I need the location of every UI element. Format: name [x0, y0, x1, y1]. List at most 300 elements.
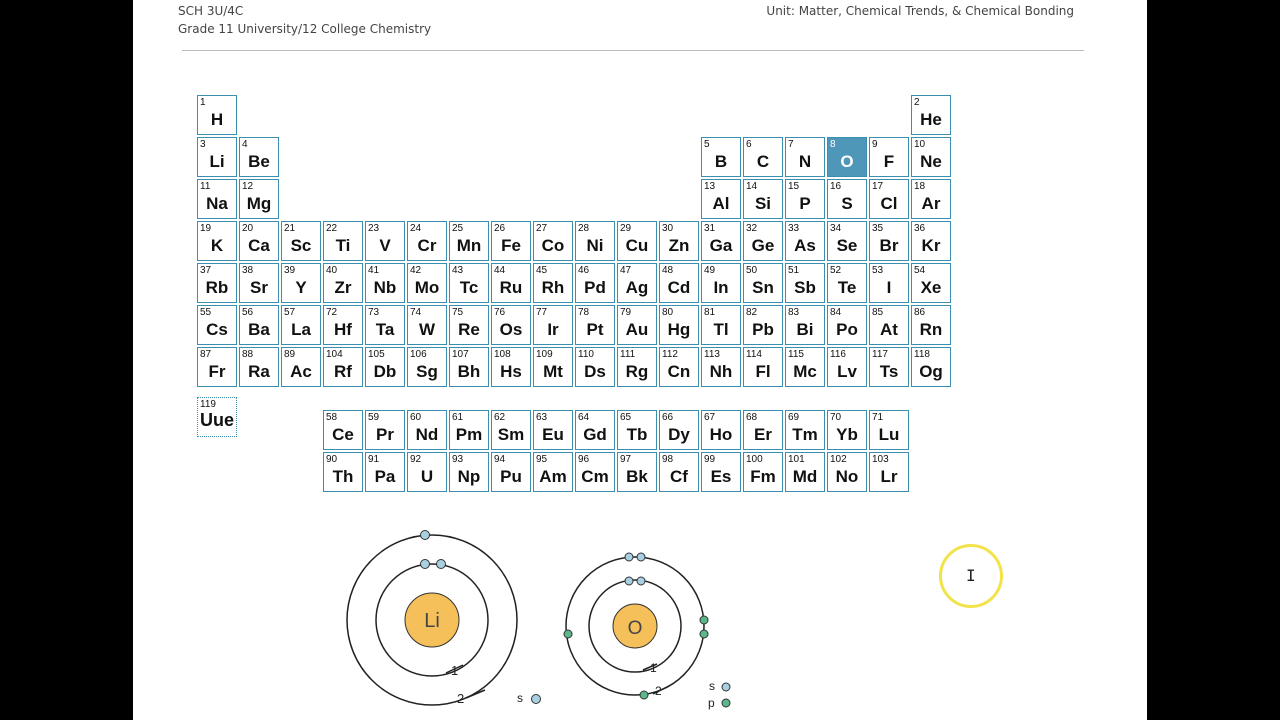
element-symbol: Pm: [455, 425, 483, 444]
element-symbol: Y: [295, 278, 307, 297]
o-legend-p-label: p: [708, 696, 715, 710]
element-cell-pa[interactable]: [365, 452, 405, 492]
element-cell-ho[interactable]: [701, 410, 741, 450]
element-cell-n[interactable]: [785, 137, 825, 177]
element-cell-am[interactable]: [533, 452, 573, 492]
li-shell-2-label: 2: [457, 691, 465, 706]
atomic-number: 5: [704, 139, 710, 150]
element-cell-pm[interactable]: [449, 410, 489, 450]
atomic-number: 92: [410, 454, 422, 465]
atomic-number: 101: [788, 454, 805, 465]
element-symbol: V: [379, 236, 391, 255]
atomic-number: 86: [914, 307, 926, 318]
element-cell-ts[interactable]: [869, 347, 909, 387]
element-symbol: Db: [373, 362, 397, 381]
element-symbol: Fl: [755, 362, 771, 381]
atomic-number: 22: [326, 223, 338, 234]
element-cell-sm[interactable]: [491, 410, 531, 450]
element-cell-es[interactable]: [701, 452, 741, 492]
element-symbol: Bi: [796, 320, 814, 339]
element-symbol: Zr: [334, 278, 352, 297]
element-symbol: P: [799, 194, 811, 213]
element-cell-sr[interactable]: [239, 263, 279, 303]
element-cell-li[interactable]: [197, 137, 237, 177]
element-symbol: Li: [209, 152, 225, 171]
atomic-number: 15: [788, 181, 800, 192]
atomic-number: 90: [326, 454, 338, 465]
atomic-number: 46: [578, 265, 590, 276]
element-symbol: C: [756, 152, 770, 171]
element-cell-cm[interactable]: [575, 452, 615, 492]
o-legend-s-electron: [722, 683, 730, 691]
element-cell-nb[interactable]: [365, 263, 405, 303]
element-symbol: U: [420, 467, 434, 486]
element-cell-ce[interactable]: [323, 410, 363, 450]
element-symbol: S: [841, 194, 853, 213]
element-cell-mt[interactable]: [533, 347, 573, 387]
element-symbol: Rn: [919, 320, 943, 339]
element-cell-zn[interactable]: [659, 221, 699, 261]
element-symbol: Es: [710, 467, 732, 486]
element-symbol: I: [886, 278, 892, 297]
element-symbol: Sb: [794, 278, 816, 297]
o-electron: [564, 630, 572, 638]
element-cell-ag[interactable]: [617, 263, 657, 303]
element-symbol: Cr: [417, 236, 437, 255]
atomic-number: 49: [704, 265, 716, 276]
element-cell-b[interactable]: [701, 137, 741, 177]
atomic-number: 67: [704, 412, 716, 423]
element-symbol: Cn: [667, 362, 691, 381]
element-cell-kr[interactable]: [911, 221, 951, 261]
course-code: SCH 3U/4C: [178, 4, 244, 18]
atomic-number: 95: [536, 454, 548, 465]
element-cell-hf[interactable]: [323, 305, 363, 345]
element-cell-na[interactable]: [197, 179, 237, 219]
atomic-number: 102: [830, 454, 847, 465]
o-electron: [700, 630, 708, 638]
atomic-number: 28: [578, 223, 590, 234]
element-symbol: Re: [458, 320, 480, 339]
element-cell-tm[interactable]: [785, 410, 825, 450]
element-cell-fr[interactable]: [197, 347, 237, 387]
element-symbol: Lr: [880, 467, 898, 486]
element-cell-mc[interactable]: [785, 347, 825, 387]
element-cell-ra[interactable]: [239, 347, 279, 387]
element-symbol: Ca: [248, 236, 270, 255]
element-cell-p[interactable]: [785, 179, 825, 219]
element-cell-al[interactable]: [701, 179, 741, 219]
atomic-number: 77: [536, 307, 548, 318]
element-cell-lv[interactable]: [827, 347, 867, 387]
atomic-number: 105: [368, 349, 385, 360]
atomic-number: 56: [242, 307, 254, 318]
atomic-number: 75: [452, 307, 464, 318]
atomic-number: 32: [746, 223, 758, 234]
element-cell-ni[interactable]: [575, 221, 615, 261]
element-cell-as[interactable]: [785, 221, 825, 261]
element-symbol: Pb: [752, 320, 774, 339]
element-symbol: Pa: [374, 467, 396, 486]
element-symbol: Ts: [879, 362, 899, 381]
element-symbol: Ac: [290, 362, 312, 381]
atomic-number: 42: [410, 265, 422, 276]
element-symbol: Co: [541, 236, 565, 255]
li-nucleus-label: Li: [424, 610, 440, 632]
element-symbol: He: [920, 110, 942, 129]
atomic-number: 4: [242, 139, 248, 150]
element-cell-w[interactable]: [407, 305, 447, 345]
element-cell-zr[interactable]: [323, 263, 363, 303]
element-cell-md[interactable]: [785, 452, 825, 492]
element-cell-sc[interactable]: [281, 221, 321, 261]
element-cell-xe[interactable]: [911, 263, 951, 303]
atomic-number: 41: [368, 265, 380, 276]
element-cell-cr[interactable]: [407, 221, 447, 261]
element-cell-he[interactable]: [911, 95, 951, 135]
element-cell-ru[interactable]: [491, 263, 531, 303]
atomic-number: 74: [410, 307, 422, 318]
element-cell-db[interactable]: [365, 347, 405, 387]
element-cell-ta[interactable]: [365, 305, 405, 345]
element-cell-te[interactable]: [827, 263, 867, 303]
element-cell-os[interactable]: [491, 305, 531, 345]
element-symbol: Si: [754, 194, 772, 213]
atomic-number: 62: [494, 412, 506, 423]
li-shell-1-label: 1: [451, 663, 459, 678]
element-cell-rg[interactable]: [617, 347, 657, 387]
atomic-number: 47: [620, 265, 632, 276]
element-symbol: Xe: [920, 278, 942, 297]
element-symbol: Eu: [542, 425, 564, 444]
atomic-number: 68: [746, 412, 758, 423]
element-cell-cf[interactable]: [659, 452, 699, 492]
o-legend-s-label: s: [709, 679, 715, 693]
element-symbol: Ds: [584, 362, 606, 381]
atomic-number: 116: [830, 349, 846, 360]
li-shell-2-tick: [466, 690, 485, 698]
element-cell-u[interactable]: [407, 452, 447, 492]
element-cell-mg[interactable]: [239, 179, 279, 219]
atomic-number: 109: [536, 349, 553, 360]
atomic-number: 119: [200, 399, 216, 410]
element-symbol: Zn: [668, 236, 690, 255]
element-cell-y[interactable]: [281, 263, 321, 303]
atomic-number: 38: [242, 265, 254, 276]
element-cell-rf[interactable]: [323, 347, 363, 387]
element-cell-tc[interactable]: [449, 263, 489, 303]
element-symbol: Be: [248, 152, 270, 171]
element-cell-cn[interactable]: [659, 347, 699, 387]
atomic-number: 8: [830, 139, 836, 150]
atomic-number: 3: [200, 139, 206, 150]
element-cell-uue[interactable]: [197, 397, 237, 437]
atomic-number: 55: [200, 307, 212, 318]
element-symbol: Ce: [332, 425, 354, 444]
element-symbol: Sr: [250, 278, 268, 297]
element-symbol: Ta: [375, 320, 395, 339]
element-cell-pd[interactable]: [575, 263, 615, 303]
element-cell-f[interactable]: [869, 137, 909, 177]
atomic-number: 60: [410, 412, 422, 423]
element-symbol: Kr: [921, 236, 941, 255]
element-cell-bh[interactable]: [449, 347, 489, 387]
element-cell-i[interactable]: [869, 263, 909, 303]
atomic-number: 7: [788, 139, 794, 150]
element-symbol: Se: [836, 236, 858, 255]
atomic-number: 112: [662, 349, 678, 360]
element-cell-sn[interactable]: [743, 263, 783, 303]
atomic-number: 51: [788, 265, 800, 276]
element-symbol: Tc: [459, 278, 479, 297]
atomic-number: 115: [788, 349, 804, 360]
atomic-number: 83: [788, 307, 800, 318]
element-symbol: O: [840, 152, 854, 171]
atomic-number: 1: [200, 97, 206, 108]
element-cell-bk[interactable]: [617, 452, 657, 492]
element-symbol: H: [210, 110, 224, 129]
element-cell-ir[interactable]: [533, 305, 573, 345]
atomic-number: 80: [662, 307, 674, 318]
element-symbol: Nh: [709, 362, 733, 381]
element-symbol: In: [713, 278, 729, 297]
atomic-number: 16: [830, 181, 842, 192]
atomic-number: 107: [452, 349, 469, 360]
atomic-number: 93: [452, 454, 464, 465]
atomic-number: 72: [326, 307, 338, 318]
element-symbol: Nd: [415, 425, 439, 444]
element-symbol: Cm: [581, 467, 609, 486]
atomic-number: 96: [578, 454, 590, 465]
element-symbol: Am: [539, 467, 567, 486]
element-cell-po[interactable]: [827, 305, 867, 345]
element-cell-tl[interactable]: [701, 305, 741, 345]
o-electron: [625, 553, 633, 561]
atomic-number: 23: [368, 223, 380, 234]
element-cell-cu[interactable]: [617, 221, 657, 261]
element-cell-ga[interactable]: [701, 221, 741, 261]
element-cell-hg[interactable]: [659, 305, 699, 345]
atomic-number: 79: [620, 307, 632, 318]
element-cell-hs[interactable]: [491, 347, 531, 387]
element-cell-bi[interactable]: [785, 305, 825, 345]
element-cell-yb[interactable]: [827, 410, 867, 450]
element-cell-ac[interactable]: [281, 347, 321, 387]
element-symbol: Tb: [626, 425, 648, 444]
o-electron: [700, 616, 708, 624]
element-cell-pu[interactable]: [491, 452, 531, 492]
element-cell-mo[interactable]: [407, 263, 447, 303]
atomic-number: 29: [620, 223, 632, 234]
element-cell-ne[interactable]: [911, 137, 951, 177]
element-cell-be[interactable]: [239, 137, 279, 177]
element-cell-c[interactable]: [743, 137, 783, 177]
element-cell-br[interactable]: [869, 221, 909, 261]
element-cell-v[interactable]: [365, 221, 405, 261]
element-cell-nd[interactable]: [407, 410, 447, 450]
element-cell-er[interactable]: [743, 410, 783, 450]
unit-title: Unit: Matter, Chemical Trends, & Chemical Bonding: [766, 4, 1074, 18]
element-symbol: Hg: [667, 320, 691, 339]
element-symbol: Mo: [414, 278, 440, 297]
atomic-number: 85: [872, 307, 884, 318]
element-cell-dy[interactable]: [659, 410, 699, 450]
element-cell-rh[interactable]: [533, 263, 573, 303]
atomic-number: 44: [494, 265, 506, 276]
atomic-number: 52: [830, 265, 842, 276]
element-cell-lr[interactable]: [869, 452, 909, 492]
li-electron: [421, 560, 430, 569]
element-symbol: Ga: [709, 236, 733, 255]
element-cell-ca[interactable]: [239, 221, 279, 261]
element-cell-sg[interactable]: [407, 347, 447, 387]
element-symbol: Cs: [206, 320, 228, 339]
element-cell-og[interactable]: [911, 347, 951, 387]
element-cell-fl[interactable]: [743, 347, 783, 387]
element-cell-ge[interactable]: [743, 221, 783, 261]
element-cell-ds[interactable]: [575, 347, 615, 387]
atomic-number: 53: [872, 265, 884, 276]
o-shell-2-label: 2: [655, 684, 662, 698]
atomic-number: 34: [830, 223, 842, 234]
element-cell-mn[interactable]: [449, 221, 489, 261]
element-symbol: La: [291, 320, 311, 339]
atomic-number: 36: [914, 223, 926, 234]
element-symbol: Ne: [920, 152, 942, 171]
atomic-number: 27: [536, 223, 548, 234]
atomic-number: 94: [494, 454, 506, 465]
element-cell-h[interactable]: [197, 95, 237, 135]
oxygen-bohr-model: [564, 553, 730, 710]
element-symbol: Ag: [625, 278, 649, 297]
element-symbol: F: [883, 152, 895, 171]
element-symbol: Gd: [583, 425, 607, 444]
element-cell-ar[interactable]: [911, 179, 951, 219]
element-cell-cd[interactable]: [659, 263, 699, 303]
element-cell-lu[interactable]: [869, 410, 909, 450]
element-symbol: Sg: [416, 362, 438, 381]
atomic-number: 97: [620, 454, 632, 465]
element-cell-no[interactable]: [827, 452, 867, 492]
element-symbol: No: [835, 467, 859, 486]
atomic-number: 111: [620, 349, 636, 360]
element-cell-fm[interactable]: [743, 452, 783, 492]
atomic-number: 70: [830, 412, 842, 423]
atomic-number: 65: [620, 412, 632, 423]
element-symbol: Bk: [626, 467, 648, 486]
o-electron: [637, 553, 645, 561]
element-cell-tb[interactable]: [617, 410, 657, 450]
element-symbol: Al: [712, 194, 730, 213]
atomic-number: 26: [494, 223, 506, 234]
element-cell-cs[interactable]: [197, 305, 237, 345]
element-cell-sb[interactable]: [785, 263, 825, 303]
element-cell-si[interactable]: [743, 179, 783, 219]
atomic-number: 30: [662, 223, 674, 234]
element-symbol: W: [418, 320, 436, 339]
atomic-number: 40: [326, 265, 338, 276]
atomic-number: 71: [872, 412, 884, 423]
element-cell-se[interactable]: [827, 221, 867, 261]
element-symbol: Fe: [501, 236, 521, 255]
element-symbol: Yb: [836, 425, 858, 444]
element-symbol: Rb: [205, 278, 229, 297]
element-cell-rb[interactable]: [197, 263, 237, 303]
element-cell-au[interactable]: [617, 305, 657, 345]
element-cell-in[interactable]: [701, 263, 741, 303]
element-cell-ti[interactable]: [323, 221, 363, 261]
li-legend-s-label: s: [517, 691, 523, 705]
atomic-number: 73: [368, 307, 380, 318]
element-cell-cl[interactable]: [869, 179, 909, 219]
element-symbol: Lu: [878, 425, 900, 444]
atomic-number: 84: [830, 307, 842, 318]
element-symbol: Br: [879, 236, 899, 255]
element-symbol: Cl: [880, 194, 898, 213]
element-symbol: Sn: [752, 278, 774, 297]
element-cell-gd[interactable]: [575, 410, 615, 450]
atomic-number: 89: [284, 349, 296, 360]
element-cell-at[interactable]: [869, 305, 909, 345]
element-cell-o[interactable]: [827, 137, 867, 177]
atomic-number: 82: [746, 307, 758, 318]
element-cell-k[interactable]: [197, 221, 237, 261]
element-symbol: Pr: [376, 425, 394, 444]
atomic-number: 114: [746, 349, 762, 360]
atomic-number: 98: [662, 454, 674, 465]
atomic-number: 24: [410, 223, 422, 234]
element-cell-rn[interactable]: [911, 305, 951, 345]
element-cell-re[interactable]: [449, 305, 489, 345]
element-symbol: Ge: [751, 236, 775, 255]
atomic-number: 21: [284, 223, 296, 234]
element-cell-s[interactable]: [827, 179, 867, 219]
element-symbol: Ra: [248, 362, 270, 381]
element-cell-co[interactable]: [533, 221, 573, 261]
atomic-number: 11: [200, 181, 211, 192]
atomic-number: 12: [242, 181, 254, 192]
atomic-number: 66: [662, 412, 674, 423]
element-cell-pt[interactable]: [575, 305, 615, 345]
element-cell-la[interactable]: [281, 305, 321, 345]
element-symbol: Pd: [584, 278, 606, 297]
element-cell-pb[interactable]: [743, 305, 783, 345]
element-symbol: Ir: [547, 320, 559, 339]
atomic-number: 13: [704, 181, 716, 192]
element-symbol: Te: [837, 278, 857, 297]
atomic-number: 87: [200, 349, 212, 360]
element-cell-ba[interactable]: [239, 305, 279, 345]
element-symbol: Th: [332, 467, 354, 486]
o-nucleus-label: O: [627, 618, 643, 639]
element-symbol: Os: [499, 320, 523, 339]
slide-page: [133, 0, 1147, 720]
atomic-number: 104: [326, 349, 343, 360]
bohr-diagrams: [133, 520, 1147, 720]
atomic-number: 110: [578, 349, 594, 360]
element-cell-fe[interactable]: [491, 221, 531, 261]
atomic-number: 57: [284, 307, 296, 318]
element-cell-th[interactable]: [323, 452, 363, 492]
element-cell-eu[interactable]: [533, 410, 573, 450]
o-electron: [640, 691, 648, 699]
element-cell-pr[interactable]: [365, 410, 405, 450]
atomic-number: 118: [914, 349, 930, 360]
element-cell-np[interactable]: [449, 452, 489, 492]
element-symbol: Mn: [456, 236, 482, 255]
atomic-number: 59: [368, 412, 380, 423]
element-cell-nh[interactable]: [701, 347, 741, 387]
